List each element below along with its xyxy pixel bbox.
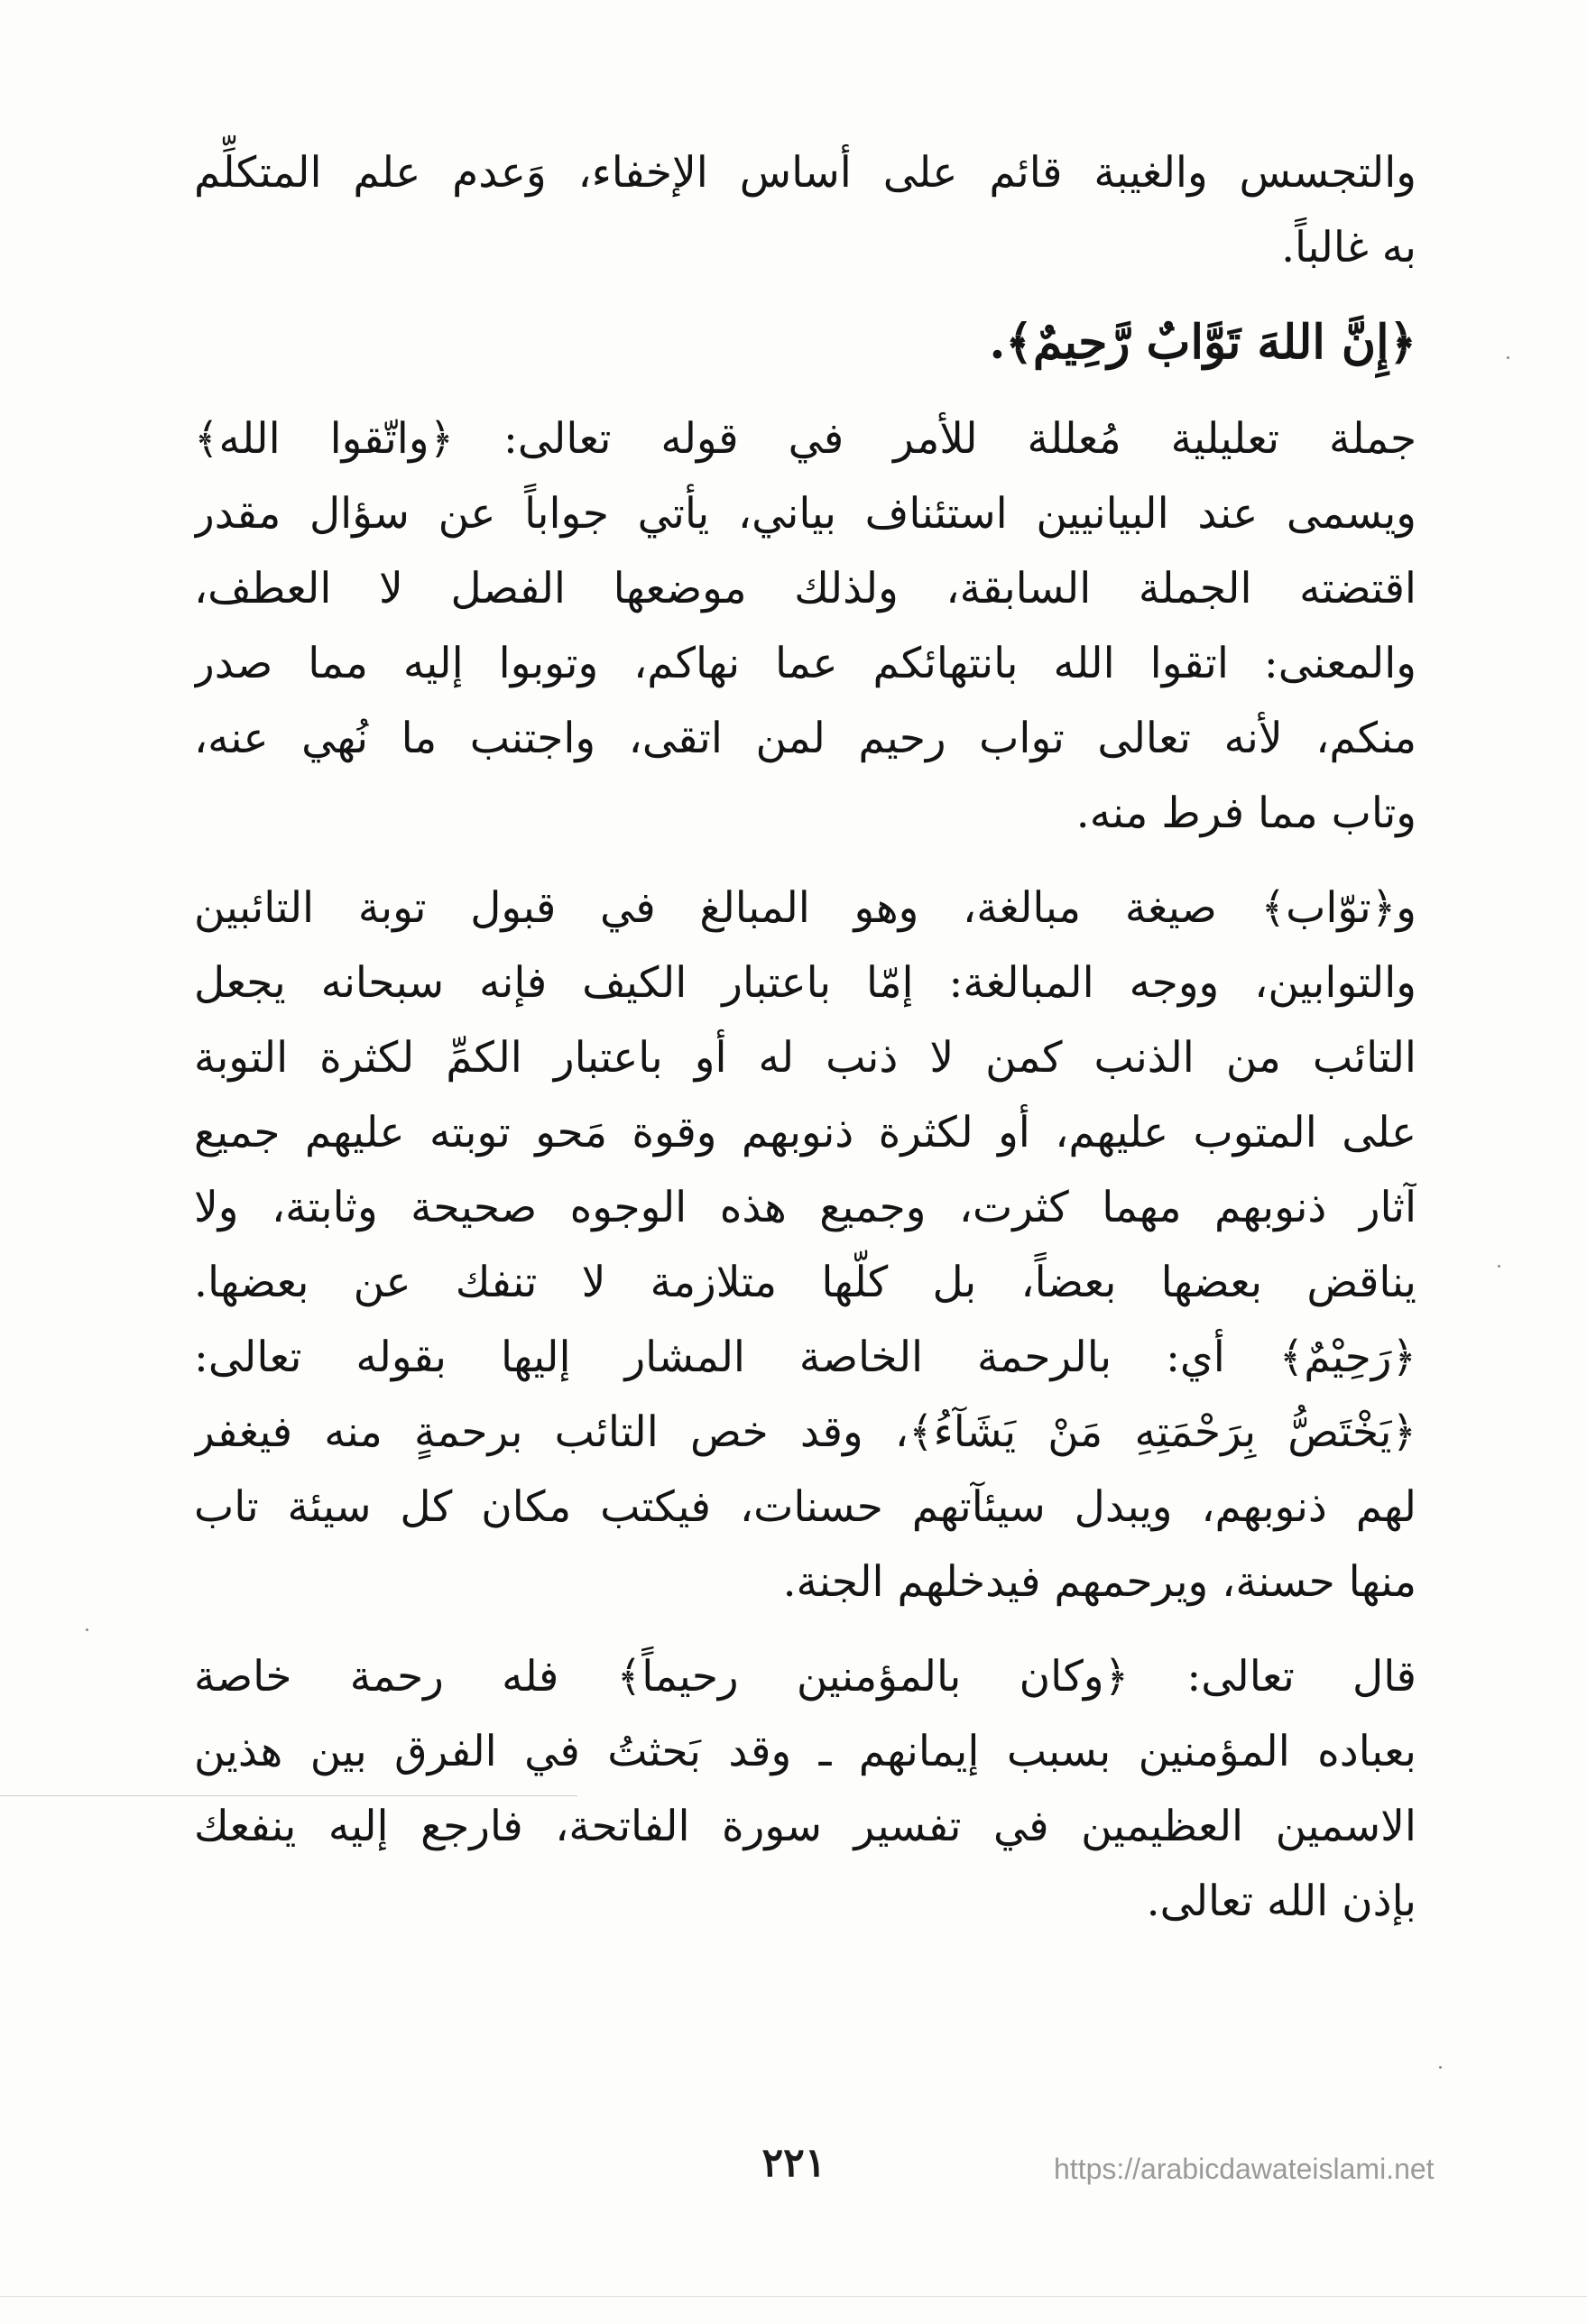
text-line: منكم، لأنه تعالى تواب رحيم لمن اتقى، واجتنب ما نُهي عنه، [194,714,1416,763]
scan-speck [86,1628,88,1631]
text-line: آثار ذنوبهم مهما كثرت، وجميع هذه الوجوه صحيحة وثابتة، ولا [194,1183,1416,1232]
text-line: جملة تعليلية مُعللة للأمر في قوله تعالى: ﴿واتّقوا الله﴾ [194,414,1416,464]
text-line: به غالباً. [1281,223,1416,272]
text-line: ويسمى عند البيانيين استئناف بياني، يأتي جواباً عن سؤال مقدر [194,489,1416,539]
text-line: منها حسنة، ويرحمهم فيدخلهم الجنة. [782,1557,1416,1607]
text-line: الاسمين العظيمين في تفسير سورة الفاتحة، فارجع إليه ينفعك [194,1802,1416,1851]
text-line: اقتضته الجملة السابقة، ولذلك موضعها الفصل لا العطف، [194,564,1416,613]
text-line: والتجسس والغيبة قائم على أساس الإخفاء، وَعدم علم المتكلِّم [194,148,1416,198]
quran-verse-heading: ﴿إِنَّ اللهَ تَوَّابٌ رَّحِيمٌ﴾. [989,315,1416,370]
text-line: بعباده المؤمنين بسبب إيمانهم ـ وقد بَحثتُ في الفرق بين هذين [194,1727,1416,1776]
text-line: وتاب مما فرط منه. [1075,788,1416,838]
text-line: والمعنى: اتقوا الله بانتهائكم عما نهاكم، وتوبوا إليه مما صدر [194,639,1416,688]
text-line: التائب من الذنب كمن لا ذنب له أو باعتبار الكمِّ لكثرة التوبة [194,1033,1416,1083]
scan-speck [1439,2066,1442,2069]
text-line: ﴿رَحِيْمٌ﴾ أي: بالرحمة الخاصة المشار إليها بقوله تعالى: [194,1333,1416,1382]
text-line: ﴿يَخْتَصُّ بِرَحْمَتِهِ مَنْ يَشَآءُ﴾، وقد خص التائب برحمةٍ منه فيغفر [194,1407,1416,1457]
page-body-text [194,135,1416,1959]
scan-artifact-line [0,1795,577,1796]
text-line: والتوابين، ووجه المبالغة: إمّا باعتبار الكيف فإنه سبحانه يجعل [194,958,1416,1008]
scan-speck [1507,356,1509,359]
text-line: لهم ذنوبهم، ويبدل سيئآتهم حسنات، فيكتب مكان كل سيئة تاب [194,1482,1416,1532]
scan-artifact-line [0,2296,1587,2297]
text-line: يناقض بعضها بعضاً، بل كلّها متلازمة لا تنفك عن بعضها. [194,1258,1416,1307]
page-number: ٢٢١ [761,2140,826,2186]
scan-speck [1498,1265,1500,1268]
paragraph-3 [194,1639,1416,1939]
text-line: بإذن الله تعالى. [1146,1877,1416,1926]
opening-paragraph [194,135,1416,285]
source-watermark: https://arabicdawateislami.net [1054,2153,1435,2185]
text-line: قال تعالى: ﴿وكان بالمؤمنين رحيماً﴾ فله رحمة خاصة [194,1652,1416,1702]
text-line: على المتوب عليهم، أو لكثرة ذنوبهم وقوة مَحو توبته عليهم جميع [194,1108,1416,1157]
paragraph-1 [194,401,1416,851]
paragraph-2 [194,871,1416,1619]
text-line: و﴿توّاب﴾ صيغة مبالغة، وهو المبالغ في قبول توبة التائبين [194,883,1416,933]
